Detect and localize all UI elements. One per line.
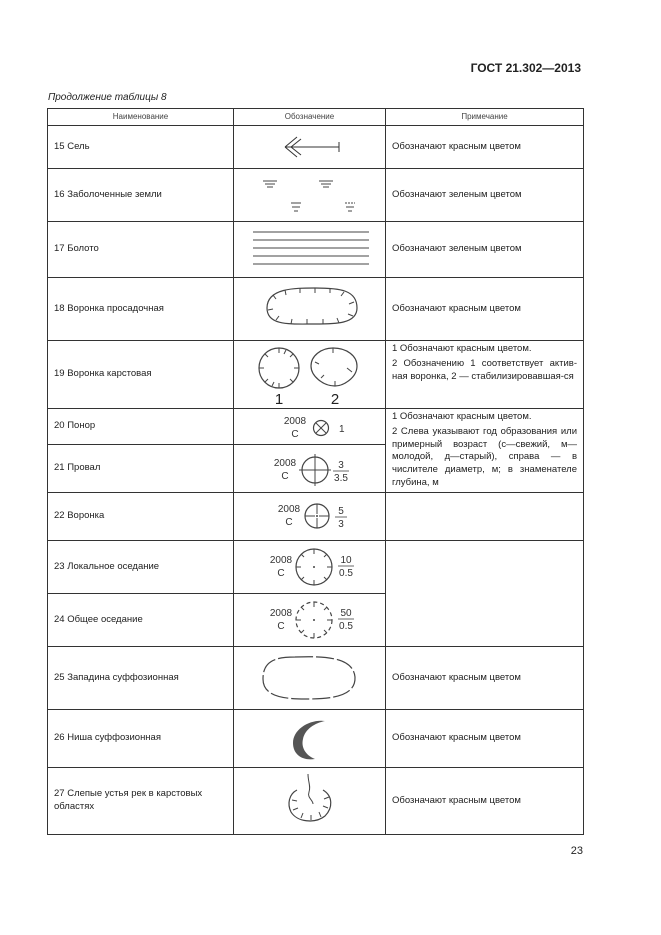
note-line: 1 Обозначают красным цветом. [392,411,532,422]
table-row [48,278,584,341]
funnel-depth: 3 [337,518,344,530]
table-row [48,409,584,445]
suffosion-niche-symbol [234,710,386,768]
row-name: 27 Слепые устья рек в карстовых областях [48,768,234,835]
funnel-diameter: 5 [337,505,344,517]
table-row [48,768,584,835]
funnel-age: C [284,516,293,528]
col-header-symbol: Обозначение [234,109,386,126]
row-note-empty [386,493,584,541]
funnel-symbol [234,493,386,541]
subsidence-funnel-symbol [234,278,386,341]
ponor-symbol [234,409,386,445]
funnel-year: 2008 [277,503,300,515]
row-note-empty [386,541,584,647]
local-subsidence-age: C [276,568,285,579]
row-name: 16 Заболоченные земли [48,169,234,222]
note-line: 2 Обозначению 1 соответствует актив-ная воронка, 2 — стабилизировавшая-ся [392,357,577,382]
row-note: Обозначают красным цветом [386,278,584,341]
general-subsidence-symbol [234,594,386,647]
karst-label-1: 1 [274,390,283,408]
table-row [48,341,584,409]
row-name: 20 Понор [48,409,234,445]
collapse-year: 2008 [273,457,296,469]
general-subsidence-age: C [276,621,285,632]
document-id: ГОСТ 21.302—2013 [470,61,581,75]
table-row [48,222,584,278]
collapse-depth: 3.5 [333,472,348,484]
local-subsidence-year: 2008 [269,555,292,566]
table-row [48,541,584,594]
ponor-value: 1 [338,423,345,435]
page-number: 23 [570,845,583,857]
row-note: Обозначают зеленым цветом [386,169,584,222]
row-note: Обозначают зеленым цветом [386,222,584,278]
symbols-table [47,108,584,835]
karst-funnel-symbol [234,341,386,409]
note-line: 2 Слева указывают год образования или примерный возраст (с—свежий, м—молодой, д—старый), справа — в числителе диаметр, м; в знаменателе глубина, м [392,425,577,489]
row-name: 24 Общее оседание [48,594,234,647]
row-note: Обозначают красным цветом [386,647,584,710]
table-caption: Продолжение таблицы 8 [48,92,167,103]
ponor-year: 2008 [283,415,306,427]
collapse-diameter: 3 [337,459,344,471]
blind-river-mouth-symbol [234,768,386,835]
general-subsidence-depth: 0.5 [338,621,353,632]
row-name: 17 Болото [48,222,234,278]
col-header-note: Примечание [386,109,584,126]
swampy-land-symbol [234,169,386,222]
row-note-group [386,409,584,493]
table-row [48,126,584,169]
table-row [48,710,584,768]
note-line: 1 Обозначают красным цветом. [392,343,532,354]
table-row [48,647,584,710]
row-name: 21 Провал [48,445,234,493]
col-header-name: Наименование [48,109,234,126]
table-row [48,493,584,541]
swamp-symbol [234,222,386,278]
row-note: Обозначают красным цветом [386,126,584,169]
table-row [48,169,584,222]
row-note: Обозначают красным цветом [386,768,584,835]
table-header-row [48,109,584,126]
row-name: 26 Ниша суффозионная [48,710,234,768]
collapse-symbol [234,445,386,493]
row-name: 15 Сель [48,126,234,169]
local-subsidence-diameter: 10 [339,555,352,566]
sel-symbol [234,126,386,169]
row-name: 19 Воронка карстовая [48,341,234,409]
row-note: Обозначают красным цветом [386,710,584,768]
karst-label-2: 2 [330,390,339,408]
general-subsidence-year: 2008 [269,608,292,619]
row-name: 18 Воронка просадочная [48,278,234,341]
general-subsidence-diameter: 50 [339,608,352,619]
suffosion-depression-symbol [234,647,386,710]
row-name: 25 Западина суффозионная [48,647,234,710]
local-subsidence-symbol [234,541,386,594]
row-note [386,341,584,409]
collapse-age: C [280,470,289,482]
local-subsidence-depth: 0.5 [338,568,353,579]
ponor-age: C [290,428,299,440]
row-name: 22 Воронка [48,493,234,541]
row-name: 23 Локальное оседание [48,541,234,594]
